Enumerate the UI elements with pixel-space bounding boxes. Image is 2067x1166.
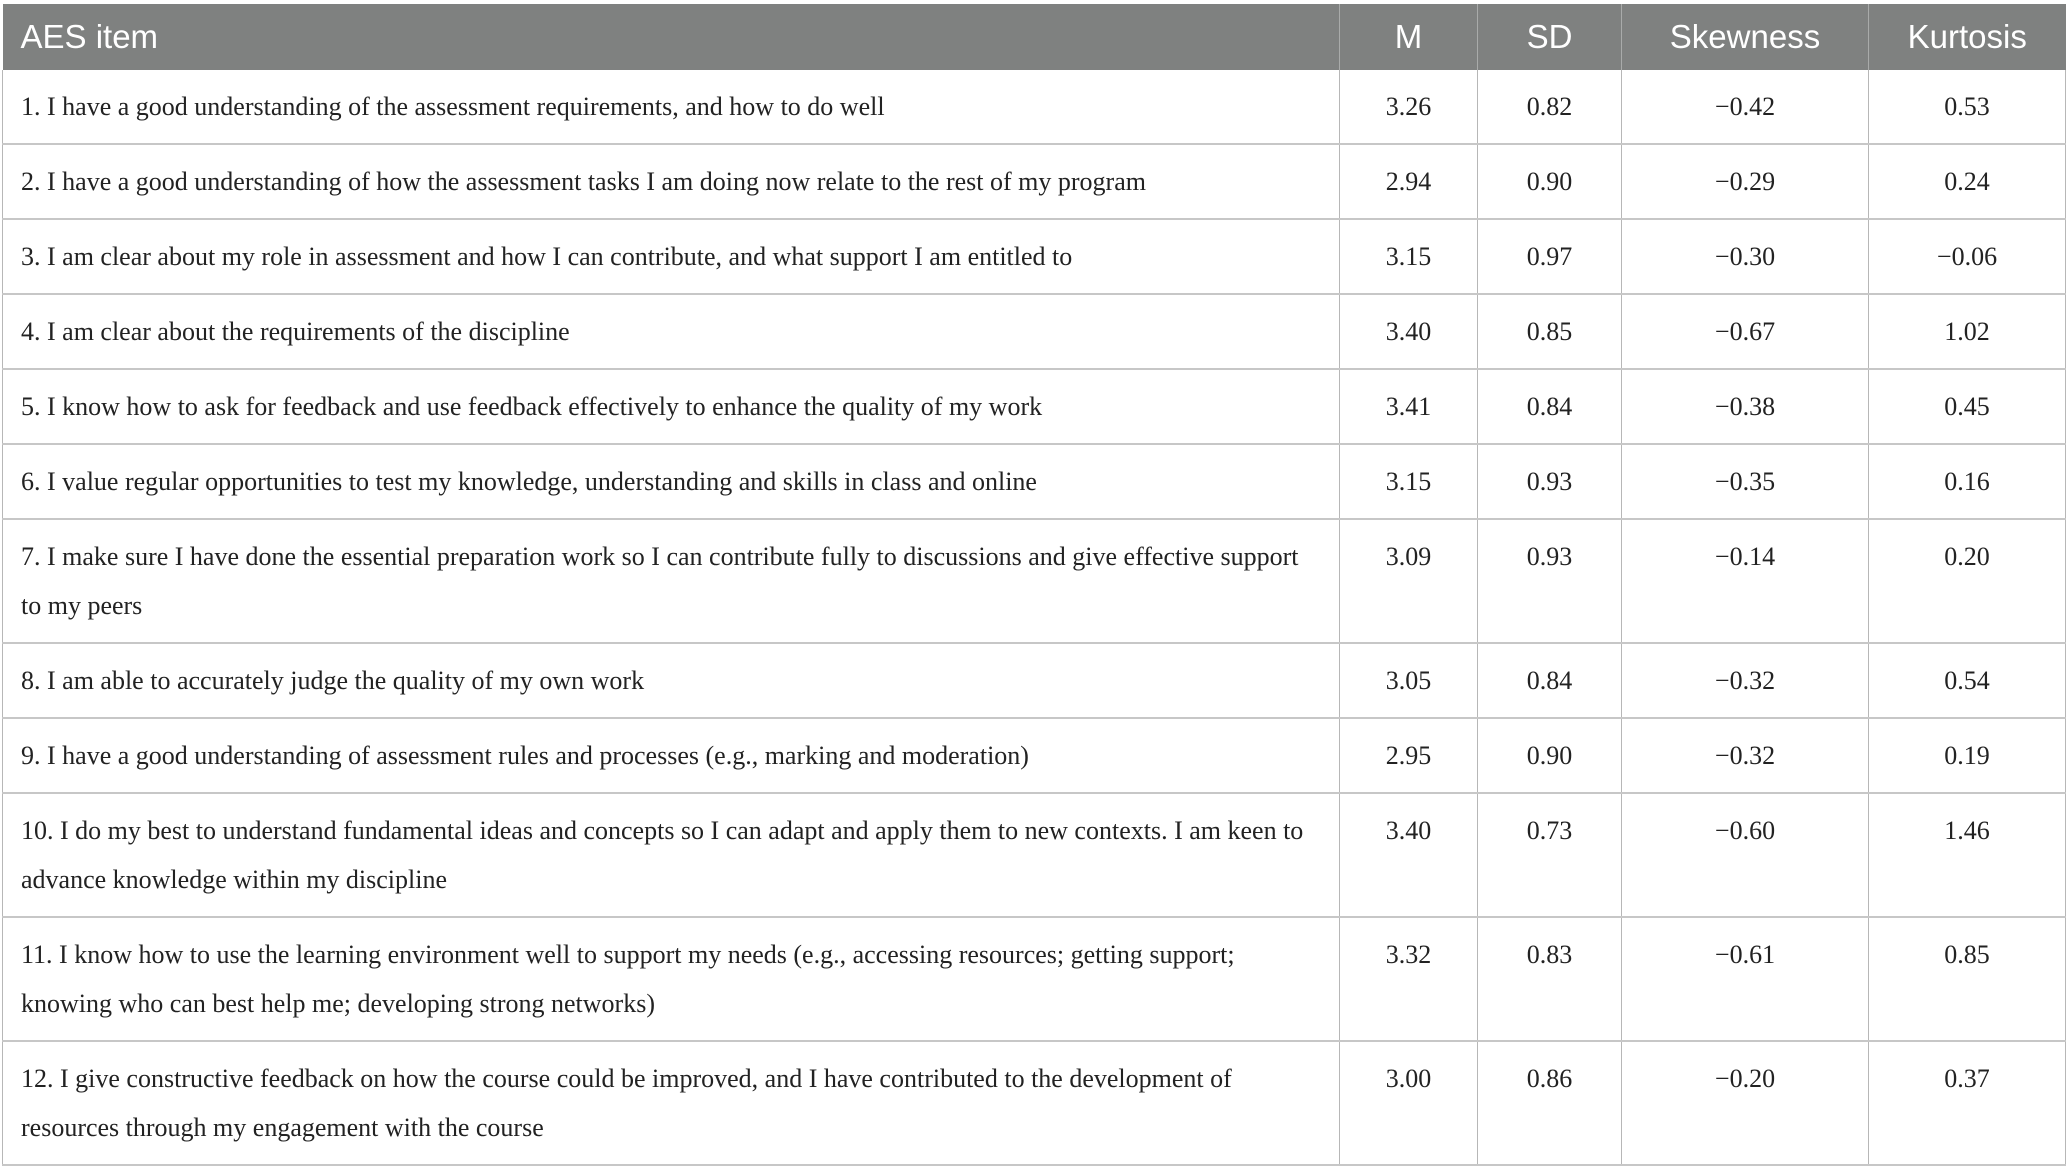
cell-sd: 0.93 [1478, 444, 1622, 519]
cell-item: 2. I have a good understanding of how the assessment tasks I am doing now relate to the rest of my program [3, 144, 1340, 219]
table-row [3, 369, 2066, 444]
cell-skewness: −0.20 [1622, 1041, 1869, 1165]
cell-sd: 0.86 [1478, 1041, 1622, 1165]
cell-item: 8. I am able to accurately judge the quality of my own work [3, 643, 1340, 718]
table-body [3, 70, 2066, 1165]
header-row [3, 4, 2066, 70]
cell-sd: 0.84 [1478, 643, 1622, 718]
cell-sd: 0.73 [1478, 793, 1622, 917]
cell-sd: 0.97 [1478, 219, 1622, 294]
cell-skewness: −0.42 [1622, 70, 1869, 144]
cell-item: 6. I value regular opportunities to test my knowledge, understanding and skills in class and online [3, 444, 1340, 519]
cell-skewness: −0.30 [1622, 219, 1869, 294]
cell-item: 11. I know how to use the learning environment well to support my needs (e.g., accessing resources; getting support; knowing who can best help me; developing strong networks) [3, 917, 1340, 1041]
cell-m: 3.05 [1340, 643, 1478, 718]
table-row [3, 219, 2066, 294]
cell-m: 2.94 [1340, 144, 1478, 219]
cell-item: 3. I am clear about my role in assessment and how I can contribute, and what support I am entitled to [3, 219, 1340, 294]
cell-skewness: −0.67 [1622, 294, 1869, 369]
cell-kurtosis: 0.54 [1869, 643, 2066, 718]
table-row [3, 1041, 2066, 1165]
cell-kurtosis: −0.06 [1869, 219, 2066, 294]
header-aes-item: AES item [3, 4, 1340, 70]
table-header [3, 4, 2066, 70]
cell-item: 12. I give constructive feedback on how the course could be improved, and I have contributed to the development of resources through my engagement with the course [3, 1041, 1340, 1165]
cell-kurtosis: 0.24 [1869, 144, 2066, 219]
cell-sd: 0.84 [1478, 369, 1622, 444]
cell-skewness: −0.38 [1622, 369, 1869, 444]
header-m: M [1340, 4, 1478, 70]
cell-item: 7. I make sure I have done the essential preparation work so I can contribute fully to discussions and give effective support to my peers [3, 519, 1340, 643]
cell-item: 4. I am clear about the requirements of the discipline [3, 294, 1340, 369]
cell-kurtosis: 0.37 [1869, 1041, 2066, 1165]
cell-sd: 0.90 [1478, 144, 1622, 219]
cell-m: 3.32 [1340, 917, 1478, 1041]
cell-m: 2.95 [1340, 718, 1478, 793]
cell-item: 5. I know how to ask for feedback and use feedback effectively to enhance the quality of my work [3, 369, 1340, 444]
table-row [3, 294, 2066, 369]
cell-item: 1. I have a good understanding of the assessment requirements, and how to do well [3, 70, 1340, 144]
table-row [3, 519, 2066, 643]
cell-sd: 0.90 [1478, 718, 1622, 793]
cell-skewness: −0.60 [1622, 793, 1869, 917]
cell-sd: 0.83 [1478, 917, 1622, 1041]
table-row [3, 917, 2066, 1041]
cell-m: 3.15 [1340, 444, 1478, 519]
aes-descriptives-table-container [2, 4, 2065, 1166]
cell-m: 3.40 [1340, 793, 1478, 917]
cell-item: 9. I have a good understanding of assessment rules and processes (e.g., marking and moderation) [3, 718, 1340, 793]
cell-skewness: −0.35 [1622, 444, 1869, 519]
cell-skewness: −0.61 [1622, 917, 1869, 1041]
cell-m: 3.40 [1340, 294, 1478, 369]
cell-m: 3.09 [1340, 519, 1478, 643]
table-row [3, 643, 2066, 718]
cell-skewness: −0.29 [1622, 144, 1869, 219]
header-sd: SD [1478, 4, 1622, 70]
aes-descriptives-table [2, 4, 2066, 1166]
table-row [3, 718, 2066, 793]
cell-kurtosis: 1.46 [1869, 793, 2066, 917]
cell-skewness: −0.32 [1622, 718, 1869, 793]
cell-sd: 0.85 [1478, 294, 1622, 369]
cell-kurtosis: 0.20 [1869, 519, 2066, 643]
table-row [3, 70, 2066, 144]
cell-kurtosis: 0.53 [1869, 70, 2066, 144]
cell-kurtosis: 0.16 [1869, 444, 2066, 519]
header-kurtosis: Kurtosis [1869, 4, 2066, 70]
cell-m: 3.41 [1340, 369, 1478, 444]
cell-m: 3.26 [1340, 70, 1478, 144]
cell-kurtosis: 0.85 [1869, 917, 2066, 1041]
cell-m: 3.15 [1340, 219, 1478, 294]
table-row [3, 793, 2066, 917]
cell-skewness: −0.32 [1622, 643, 1869, 718]
cell-skewness: −0.14 [1622, 519, 1869, 643]
cell-item: 10. I do my best to understand fundamental ideas and concepts so I can adapt and apply them to new contexts. I am keen to advance knowledge within my discipline [3, 793, 1340, 917]
table-row [3, 444, 2066, 519]
table-row [3, 144, 2066, 219]
header-skewness: Skewness [1622, 4, 1869, 70]
cell-sd: 0.82 [1478, 70, 1622, 144]
cell-m: 3.00 [1340, 1041, 1478, 1165]
cell-kurtosis: 0.45 [1869, 369, 2066, 444]
cell-kurtosis: 1.02 [1869, 294, 2066, 369]
cell-kurtosis: 0.19 [1869, 718, 2066, 793]
cell-sd: 0.93 [1478, 519, 1622, 643]
